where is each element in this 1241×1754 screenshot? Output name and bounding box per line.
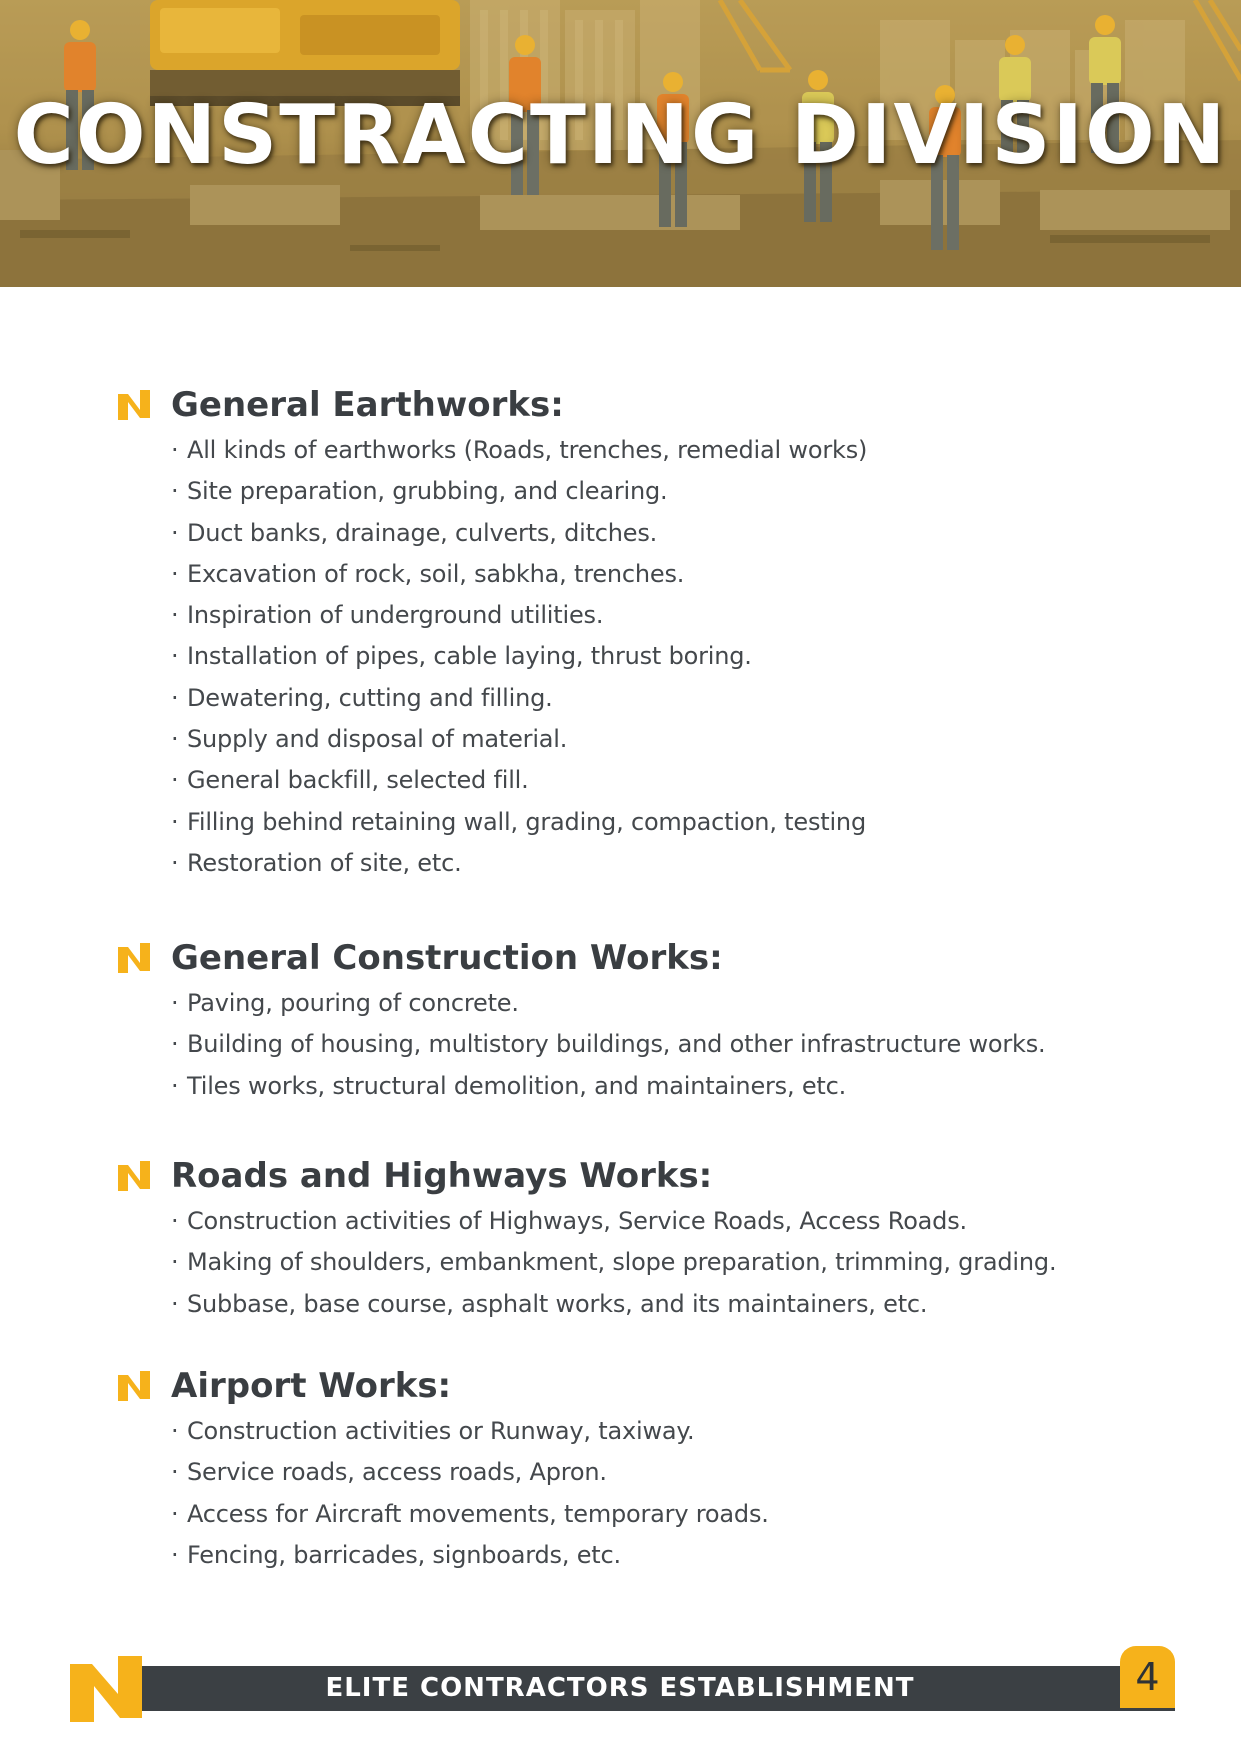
section-header	[116, 1153, 1196, 1201]
brand-n-icon	[116, 388, 152, 422]
section-title: Roads and Highways Works:	[171, 1156, 713, 1196]
list-item: · Excavation of rock, soil, sabkha, trenches.	[171, 559, 685, 588]
list-item: · Site preparation, grubbing, and clearing.	[171, 477, 668, 506]
list-item: · General backfill, selected fill.	[171, 766, 529, 795]
section-item-list	[116, 430, 1196, 884]
list-item: · Tiles works, structural demolition, and maintainers, etc.	[171, 1071, 847, 1100]
list-item: · Construction activities of Highways, Service Roads, Access Roads.	[171, 1207, 967, 1235]
section-title: General Construction Works:	[171, 938, 723, 978]
list-item: · Building of housing, multistory buildings, and other infrastructure works.	[171, 1030, 1046, 1059]
footer-company-name: ELITE CONTRACTORS ESTABLISHMENT	[325, 1673, 915, 1703]
section-roads-and-highways-works	[116, 1153, 1196, 1325]
section-airport-works	[116, 1363, 1196, 1576]
list-item: · Construction activities or Runway, taxiway.	[171, 1417, 695, 1445]
list-item: · Dewatering, cutting and filling.	[171, 683, 553, 712]
list-item: · Subbase, base course, asphalt works, and its maintainers, etc.	[171, 1289, 928, 1318]
section-general-earthworks	[116, 382, 1196, 884]
list-item: · Installation of pipes, cable laying, thrust boring.	[171, 642, 752, 671]
section-general-construction-works	[116, 935, 1196, 1107]
brand-n-icon	[116, 941, 152, 975]
list-item: · Paving, pouring of concrete.	[171, 989, 519, 1017]
section-title: Airport Works:	[171, 1366, 452, 1406]
hero-banner	[0, 0, 1241, 287]
brand-n-icon	[116, 1159, 152, 1193]
section-item-list	[116, 983, 1196, 1107]
section-item-list	[116, 1201, 1196, 1325]
list-item: · Restoration of site, etc.	[171, 848, 462, 877]
list-item: · Access for Aircraft movements, temporary roads.	[171, 1499, 769, 1528]
list-item: · Making of shoulders, embankment, slope preparation, trimming, grading.	[171, 1248, 1057, 1277]
list-item: · Supply and disposal of material.	[171, 725, 568, 754]
list-item: · All kinds of earthworks (Roads, trenches, remedial works)	[171, 436, 868, 464]
company-logo-icon	[68, 1656, 144, 1722]
list-item: · Service roads, access roads, Apron.	[171, 1458, 607, 1487]
section-header	[116, 382, 1196, 430]
section-header	[116, 935, 1196, 983]
section-item-list	[116, 1411, 1196, 1576]
page-number: 4	[1135, 1655, 1160, 1699]
list-item: · Inspiration of underground utilities.	[171, 601, 604, 630]
list-item: · Fencing, barricades, signboards, etc.	[171, 1540, 621, 1569]
page-title: CONSTRACTING DIVISION	[13, 88, 1228, 183]
brand-n-icon	[116, 1369, 152, 1403]
list-item: · Duct banks, drainage, culverts, ditches.	[171, 518, 658, 547]
section-title: General Earthworks:	[171, 385, 564, 425]
section-header	[116, 1363, 1196, 1411]
list-item: · Filling behind retaining wall, grading, compaction, testing	[171, 807, 866, 836]
